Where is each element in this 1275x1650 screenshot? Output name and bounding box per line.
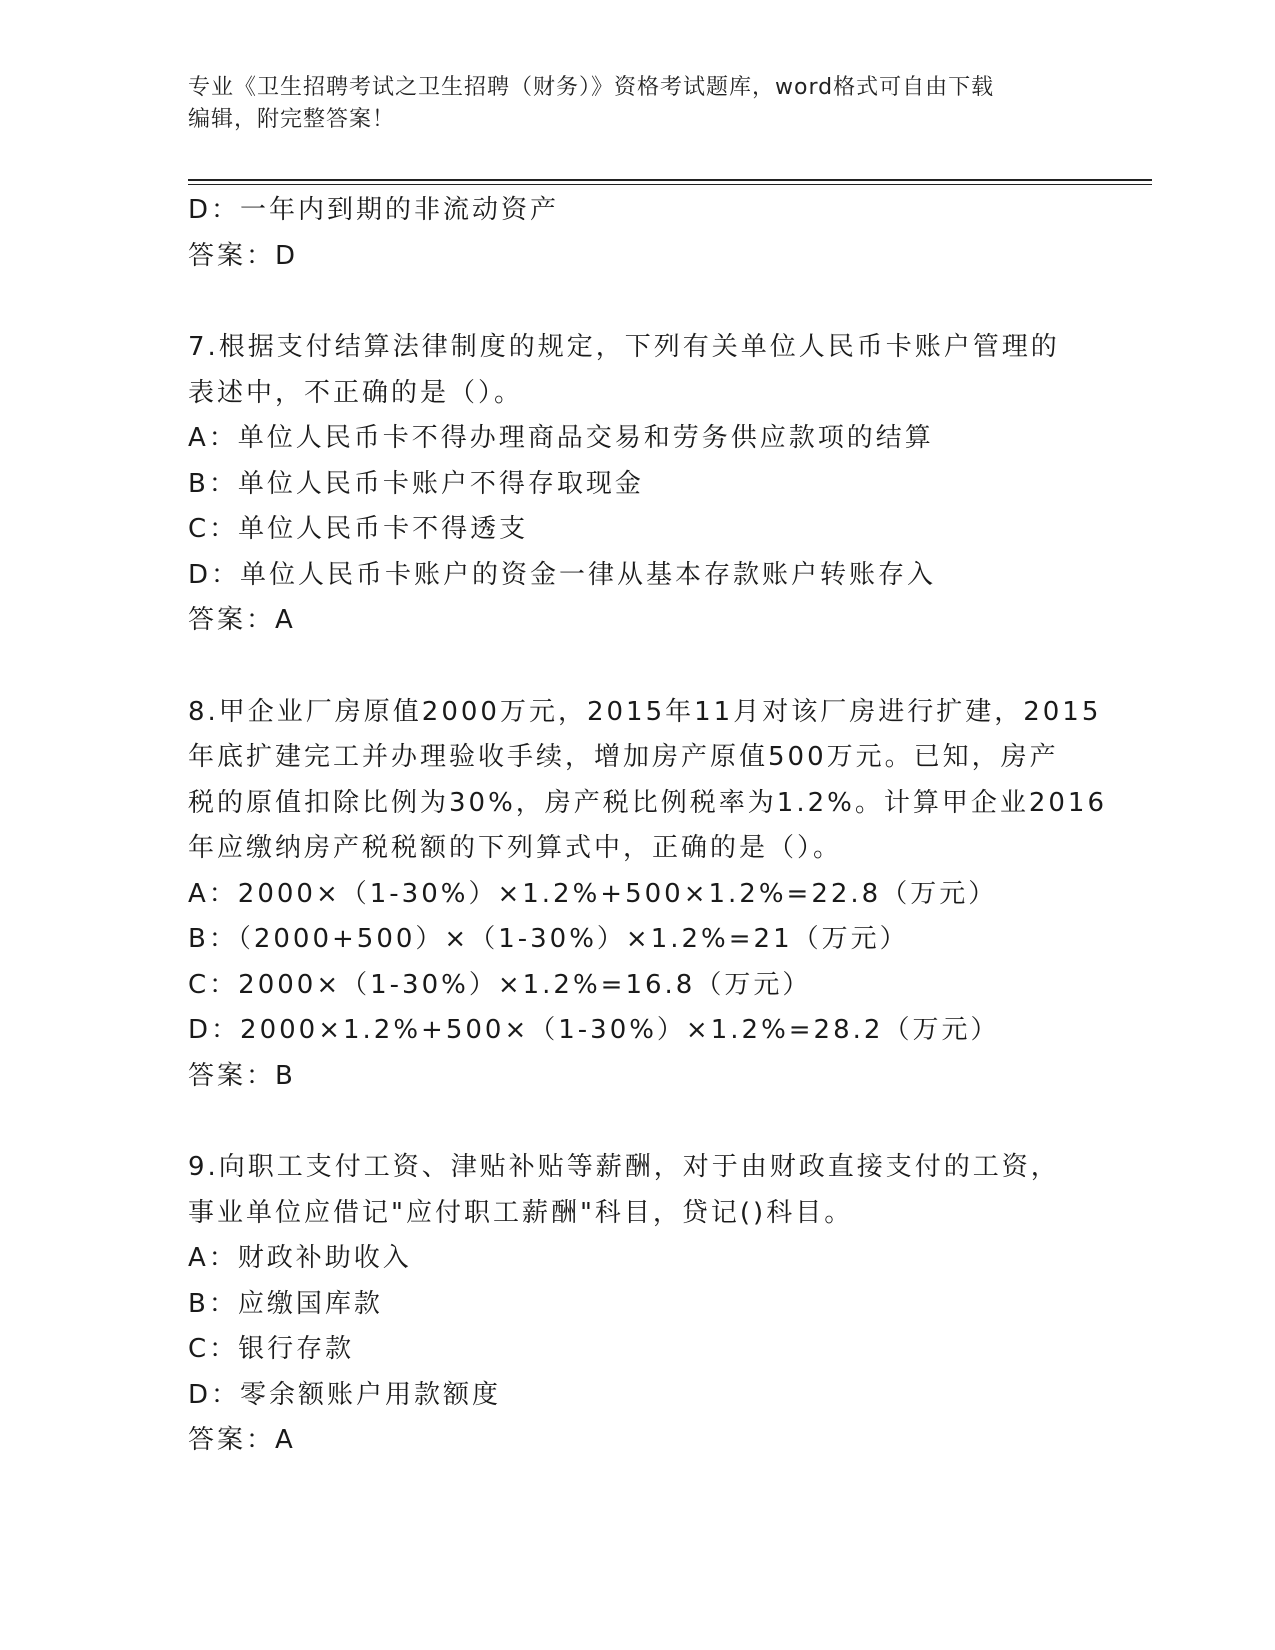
option-d: D：零余额账户用款额度 [188,1379,502,1410]
question-stem-line: 年底扩建完工并办理验收手续，增加房产原值500万元。已知，房产 [188,742,1059,772]
question-stem-line: 事业单位应借记"应付职工薪酬"科目，贷记()科目。 [188,1197,854,1228]
question-stem-line: 9.向职工支付工资、津贴补贴等薪酬，对于由财政直接支付的工资， [188,1152,1060,1182]
option-b: B：应缴国库款 [188,1288,383,1319]
question-8 [188,690,1108,1100]
header-divider-thin [188,184,1152,185]
page-header [188,72,1088,136]
question-7 [188,325,1088,644]
header-line-2: 编辑，附完整答案！ [188,107,396,132]
option-d: D：2000×1.2%+500×（1-30%）×1.2%=28.2（万元） [188,1015,1000,1045]
spacer [188,279,1088,325]
header-line-1: 专业《卫生招聘考试之卫生招聘（财务）》资格考试题库，word格式可自由下载 [188,75,995,100]
option-c: C：2000×（1-30%）×1.2%=16.8（万元） [188,969,812,1000]
option-c: C：单位人民币卡不得透支 [188,514,529,544]
option-b: B：单位人民币卡账户不得存取现金 [188,468,644,499]
option-a: A：财政补助收入 [188,1243,412,1273]
question-stem-line: 税的原值扣除比例为30%，房产税比例税率为1.2%。计算甲企业2016 [188,787,1108,818]
spacer [188,644,1088,690]
option-d: D：单位人民币卡账户的资金一律从基本存款账户转账存入 [188,559,937,590]
option-c: C：银行存款 [188,1334,355,1364]
question-9 [188,1145,1088,1464]
header-divider-thick [188,179,1152,181]
option-a: A：2000×（1-30%）×1.2%+500×1.2%=22.8（万元） [188,878,998,909]
option-b: B：（2000+500）×（1-30%）×1.2%=21（万元） [188,924,909,954]
question-content [188,188,1108,1464]
answer-line: 答案：A [188,1425,296,1455]
question-stem-line: 表述中，不正确的是（）。 [188,377,524,408]
question-stem-line: 年应缴纳房产税税额的下列算式中，正确的是（）。 [188,833,843,863]
question-stem-line: 8.甲企业厂房原值2000万元，2015年11月对该厂房进行扩建，2015 [188,696,1102,727]
answer-line: 答案：B [188,1060,296,1091]
option-d: D：一年内到期的非流动资产 [188,195,560,225]
answer-line: 答案：A [188,605,296,635]
question-fragment [188,188,1088,279]
question-stem-line: 7.根据支付结算法律制度的规定，下列有关单位人民币卡账户管理的 [188,332,1060,362]
spacer [188,1099,1088,1145]
answer-line: 答案：D [188,240,299,271]
option-a: A：单位人民币卡不得办理商品交易和劳务供应款项的结算 [188,423,934,453]
